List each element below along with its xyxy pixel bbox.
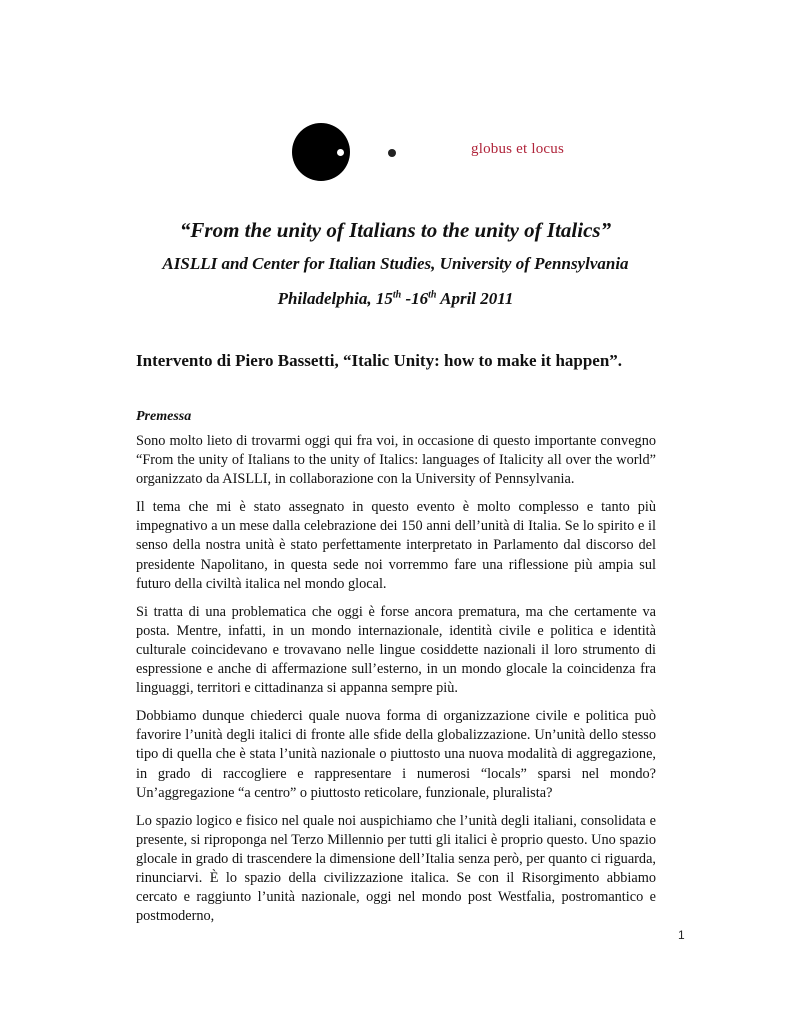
paragraph: Si tratta di una problematica che oggi è forse ancora prematura, ma che certamente va posta. Mentre, infatti, in un mondo internazionale, identità civile e politica e identità culturale coincidevano e trovavano nelle lingue cosiddette nazionali il loro strumento di espressione e anche di affermazione sull’esterno, in un mondo glocale la coincidenza fra linguaggi, territori e cittadinanza si appanna sempre più. [136,603,656,697]
logo-small-dot-icon [388,149,396,157]
paragraph: Dobbiamo dunque chiederci quale nuova forma di organizzazione civile e politica può favorire l’unità degli italici di fronte alle sfide della globalizzazione. Un’unità dello stesso tipo di quella che è stata l’unità nazionale o piuttosto una nuova modalità di aggregazione, in grado di raccogliere e rappresentare i numerosi “locals” sparsi nel mondo? Un’aggregazione “a centro” o piuttosto reticolare, funzionale, pluralista? [136,708,656,801]
page-number: 1 [678,928,685,942]
document-date [0,289,791,309]
date-mid: -16 [401,289,429,308]
logo-circle-icon [292,123,350,181]
speech-heading: Intervento di Piero Bassetti, “Italic Unity: how to make it happen”. [136,351,623,370]
paragraph: Sono molto lieto di trovarmi oggi qui fra voi, in occasione di questo importante convegno “From the unity of Italians to the unity of Italics: languages of Italicity all over the world” organizzato da AISLLI, in collaborazione con la University of Pennsylvania. [136,433,656,488]
document-subtitle: AISLLI and Center for Italian Studies, University of Pennsylvania [162,254,629,273]
section-title: Premessa [136,409,192,424]
date-sup-2: th [428,289,437,301]
logo-area [0,0,791,200]
logo-brand-text: globus et locus [471,141,564,157]
date-prefix: Philadelphia, 15 [277,289,393,308]
date-sup-1: th [392,289,402,301]
body-text [136,432,656,935]
paragraph: Lo spazio logico e fisico nel quale noi auspichiamo che l’unità degli italiani, consolidata e presente, si riproponga nel Terzo Millennio per tutti gli italici è proprio questo. Uno spazio glocale in grado di trascendere la dimensione dell’Italia senza però, per quanto ci riguarda, rinunciarvi. È lo spazio della civilizzazione italica. Se con il Risorgimento abbiamo cercato e raggiunto l’unità nazionale, oggi nel mondo post Westfalia, postromantico e postmoderno, [136,812,656,925]
logo-circle-inner-dot [337,149,344,156]
date-suffix: April 2011 [436,289,514,308]
paragraph: Il tema che mi è stato assegnato in questo evento è molto complesso e tanto più impegnativo a un mese dalla celebrazione dei 150 anni dell’unità di Italia. Se lo spirito e il senso della nostra unità è stato perfettamente interpretato in Parlamento dal discorso del presidente Napolitano, in questa sede noi vorremmo fare una riflessione più ampia sul futuro della civiltà italica nel mondo glocal. [136,499,656,592]
document-title: “From the unity of Italians to the unity of Italics” [179,218,612,242]
